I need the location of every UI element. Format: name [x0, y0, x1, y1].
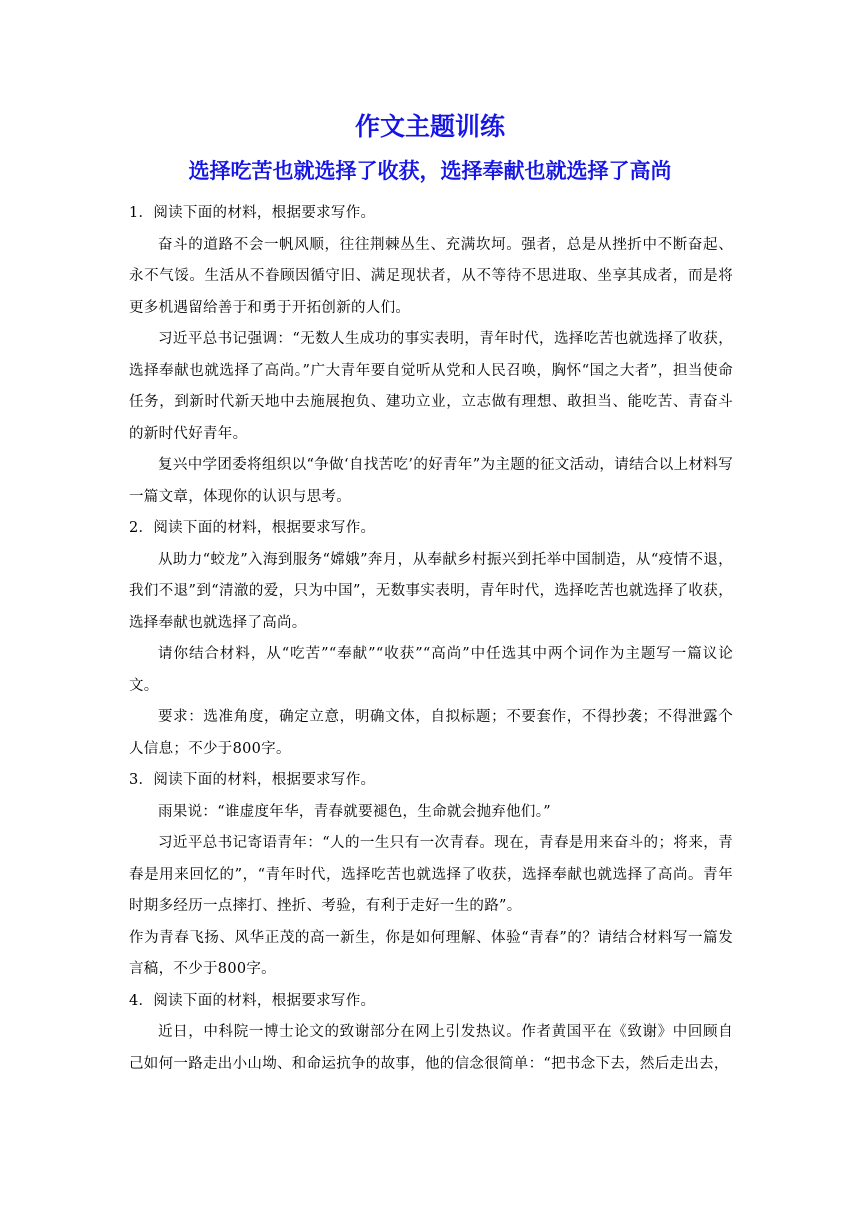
document-subtitle: 选择吃苦也就选择了收获，选择奉献也就选择了高尚 [188, 159, 672, 183]
question-paragraph: 请你结合材料，从“吃苦”“奉献”“收获”“高尚”中任选其中两个词作为主题写一篇议论文。 [129, 646, 733, 694]
question-1 [129, 198, 733, 513]
question-3 [129, 765, 733, 986]
question-closing: 作为青春飞扬、风华正茂的高一新生，你是如何理解、体验“青春”的？请结合材料写一篇发言稿，不少于800字。 [129, 929, 733, 977]
question-paragraph: 要求：选准角度，确定立意，明确文体，自拟标题；不要套作，不得抄袭；不得泄露个人信息；不少于800字。 [129, 709, 733, 757]
document-title: 作文主题训练 [354, 112, 505, 141]
question-paragraph: 习近平总书记强调：“无数人生成功的事实表明，青年时代，选择吃苦也就选择了收获，选择奉献也就选择了高尚。”广大青年要自觉听从党和人民召唤，胸怀“国之大者”，担当使命任务，到新时代新天地中去施展抱负、建功立业，立志做有理想、敢担当、能吃苦、青奋斗的新时代好青年。 [129, 331, 733, 442]
question-heading: 2．阅读下面的材料，根据要求写作。 [129, 520, 376, 536]
question-2 [129, 513, 733, 765]
document-body [129, 198, 733, 1080]
question-paragraph: 奋斗的道路不会一帆风顺，往往荆棘丛生、充满坎坷。强者，总是从挫折中不断奋起、永不气馁。生活从不眷顾因循守旧、满足现状者，从不等待不思进取、坐享其成者，而是将更多机遇留给善于和勇于开拓创新的人们。 [129, 236, 733, 316]
question-heading: 4．阅读下面的材料，根据要求写作。 [129, 992, 376, 1009]
question-paragraph: 近日，中科院一博士论文的致谢部分在网上引发热议。作者黄国平在《致谢》中回顾自己如何一路走出小山坳、和命运抗争的故事，他的信念很简单：“把书念下去，然后走出去， [129, 1024, 733, 1072]
question-paragraph: 习近平总书记寄语青年：“人的一生只有一次青春。现在，青春是用来奋斗的；将来，青春是用来回忆的”，“青年时代，选择吃苦也就选择了收获，选择奉献也就选择了高尚。青年时期多经历一点摔打、挫折、考验，有利于走好一生的路”。 [129, 835, 733, 914]
question-4 [129, 986, 733, 1081]
question-heading: 1．阅读下面的材料，根据要求写作。 [129, 205, 376, 221]
question-paragraph: 从助力“蛟龙”入海到服务“嫦娥”奔月，从奉献乡村振兴到托举中国制造，从“疫情不退，我们不退”到“清澈的爱，只为中国”，无数事实表明，青年时代，选择吃苦也就选择了收获，选择奉献也就选择了高尚。 [129, 551, 733, 631]
question-heading: 3．阅读下面的材料，根据要求写作。 [129, 772, 376, 788]
question-paragraph: 复兴中学团委将组织以“争做‘自找苦吃’的好青年”为主题的征文活动，请结合以上材料写一篇文章，体现你的认识与思考。 [129, 457, 733, 505]
question-paragraph: 雨果说：“谁虚度年华，青春就要褪色，生命就会抛弃他们。” [158, 803, 551, 820]
